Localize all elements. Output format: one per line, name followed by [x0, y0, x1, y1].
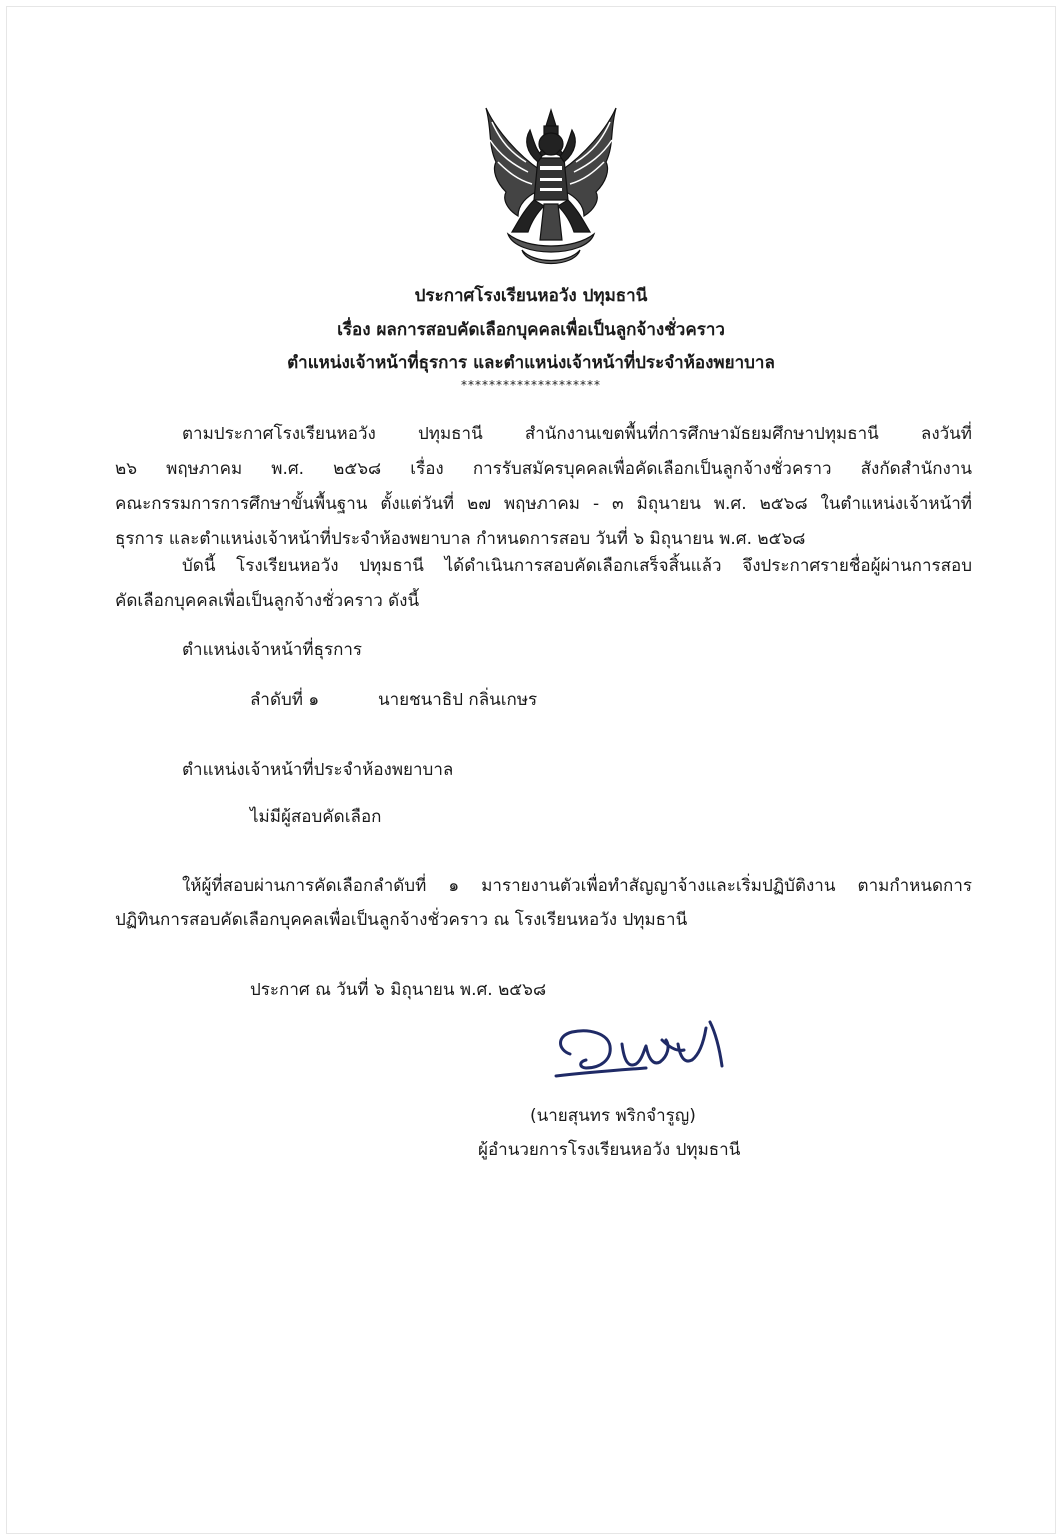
- para3-line: ปฏิทินการสอบคัดเลือกบุคคลเพื่อเป็นลูกจ้างชั่วคราว ณ โรงเรียนหอวัง ปทุมธานี: [115, 910, 688, 930]
- para1-line: คณะกรรมการการศึกษาขั้นพื้นฐาน ตั้งแต่วันที่ ๒๗ พฤษภาคม - ๓ มิถุนายน พ.ศ. ๒๕๖๘ ในตำแหน่งเจ้าหน้าที่: [115, 494, 972, 514]
- garuda-emblem: [478, 100, 624, 270]
- section-heading-nurse: ตำแหน่งเจ้าหน้าที่ประจำห้องพยาบาล: [182, 760, 454, 780]
- section-heading-clerk: ตำแหน่งเจ้าหน้าที่ธุรการ: [182, 640, 363, 660]
- document-positions: ตำแหน่งเจ้าหน้าที่ธุรการ และตำแหน่งเจ้าหน้าที่ประจำห้องพยาบาล: [287, 353, 775, 373]
- announcement-date: ประกาศ ณ วันที่ ๖ มิถุนายน พ.ศ. ๒๕๖๘: [250, 980, 547, 1000]
- document-subject: เรื่อง ผลการสอบคัดเลือกบุคคลเพื่อเป็นลูกจ้างชั่วคราว: [337, 320, 725, 340]
- para1-line: ธุรการ และตำแหน่งเจ้าหน้าที่ประจำห้องพยาบาล กำหนดการสอบ วันที่ ๖ มิถุนายน พ.ศ. ๒๕๖๘: [115, 529, 806, 549]
- signatory-title: ผู้อำนวยการโรงเรียนหอวัง ปทุมธานี: [478, 1140, 741, 1160]
- signatory-name: (นายสุนทร พริกจำรูญ): [530, 1106, 696, 1126]
- para1-line: ๒๖ พฤษภาคม พ.ศ. ๒๕๖๘ เรื่อง การรับสมัครบุคคลเพื่อคัดเลือกเป็นลูกจ้างชั่วคราว สังกัดสำนักงาน: [115, 459, 972, 479]
- para3-line: ให้ผู้ที่สอบผ่านการคัดเลือกลำดับที่ ๑ มารายงานตัวเพื่อทำสัญญาจ้างและเริ่มปฏิบัติงาน ตามกำหนดการ: [182, 876, 972, 896]
- candidate-rank: ลำดับที่ ๑: [250, 690, 320, 710]
- signature: [550, 1010, 730, 1090]
- para2-line: คัดเลือกบุคคลเพื่อเป็นลูกจ้างชั่วคราว ดังนี้: [115, 591, 420, 611]
- separator-line: ********************: [461, 378, 601, 392]
- para2-line: บัดนี้ โรงเรียนหอวัง ปทุมธานี ได้ดำเนินการสอบคัดเลือกเสร็จสิ้นแล้ว จึงประกาศรายชื่อผู้ผ่านการสอบ: [182, 556, 972, 576]
- para1-line: ตามประกาศโรงเรียนหอวัง ปทุมธานี สำนักงานเขตพื้นที่การศึกษามัธยมศึกษาปทุมธานี ลงวันที่: [182, 424, 972, 444]
- document-title: ประกาศโรงเรียนหอวัง ปทุมธานี: [414, 286, 648, 306]
- candidate-name: นายชนาธิป กลิ่นเกษร: [378, 690, 538, 710]
- no-candidate-note: ไม่มีผู้สอบคัดเลือก: [250, 807, 382, 827]
